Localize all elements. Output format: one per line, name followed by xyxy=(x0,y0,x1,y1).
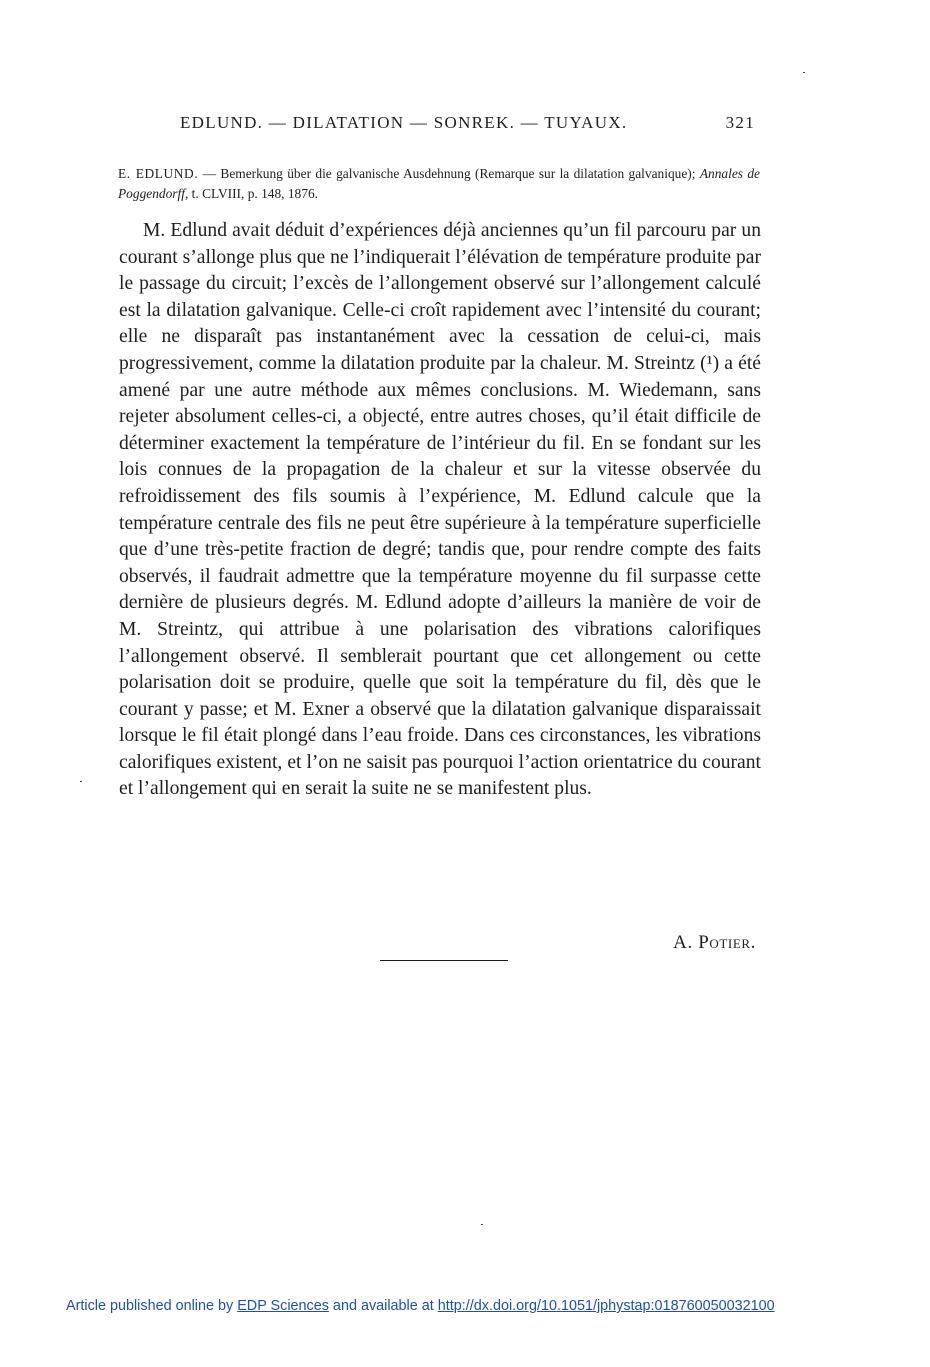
reference-journal: Annales de Poggendorff xyxy=(118,166,760,201)
scan-speck xyxy=(803,72,805,73)
reference-title: — Bemerkung über die galvanische Ausdehnung (Remarque sur la dilatation galvanique); xyxy=(198,166,700,181)
signature-initial: A. xyxy=(673,932,699,953)
running-title: EDLUND. — DILATATION — SONREK. — TUYAUX. xyxy=(180,113,628,132)
page-number: 321 xyxy=(725,113,755,132)
footer-prefix: Article published online by xyxy=(66,1298,238,1314)
reference-author: E. EDLUND. xyxy=(118,166,199,181)
author-signature xyxy=(673,932,756,954)
doi-link[interactable]: http://dx.doi.org/10.1051/jphystap:018760050032100 xyxy=(437,1298,775,1314)
footer-middle: and available at xyxy=(328,1298,438,1314)
scan-speck xyxy=(80,781,82,782)
publication-footer xyxy=(66,1298,775,1314)
review-paragraph: M. Edlund avait déduit d’expériences déjà anciennes qu’un fil parcouru par un courant s’allonge plus que ne l’indiquerait l’élévation de température produite par le passage du circuit; l’excès de l’allongement observé sur l’allongement calculé est la dilatation galvanique. Celle-ci croît rapidement avec l’intensité du courant; elle ne disparaît pas instantanément avec la cessation de celui-ci, mais progressivement, comme la dilatation produite par la chaleur. M. Streintz (¹) a été amené par une autre méthode aux mêmes conclusions. M. Wiedemann, sans rejeter absolument celles-ci, a objecté, entre autres choses, qu’il était difficile de déterminer exactement la température de l’intérieur du fil. En se fondant sur les lois connues de la propagation de la chaleur et sur la vitesse observée du refroidissement des fils soumis à l’expérience, M. Edlund calcule que la température centrale des fils ne peut être supérieure à la température superficielle que d’une très-petite fraction de degré; tandis que, pour rendre compte des faits observés, il faudrait admettre que la température moyenne du fil surpasse cette dernière de plusieurs degrés. M. Edlund adopte d’ailleurs la manière de voir de M. Streintz, qui attribue à une polarisation des vibrations calorifiques l’allongement observé. Il semblerait pourtant que cet allongement ou cette polarisation doit se produire, quelle que soit la température du fil, dès que le courant y passe; et M. Exner a observé que la dilatation galvanique disparaissait lorsque le fil était plongé dans l’eau froide. Dans ces circonstances, les vibrations calorifiques existent, et l’on ne saisit pas pourquoi l’action orientatrice du courant et l’allongement qui en serait la suite ne se manifestent plus. xyxy=(119,220,762,800)
publisher-link[interactable]: EDP Sciences xyxy=(237,1298,329,1314)
bibliographic-reference xyxy=(118,164,760,204)
scan-speck xyxy=(481,1224,483,1225)
reference-citation: , t. CLVIII, p. 148, 1876. xyxy=(184,186,318,201)
signature-name: Potier. xyxy=(698,932,756,953)
section-divider xyxy=(380,960,508,961)
